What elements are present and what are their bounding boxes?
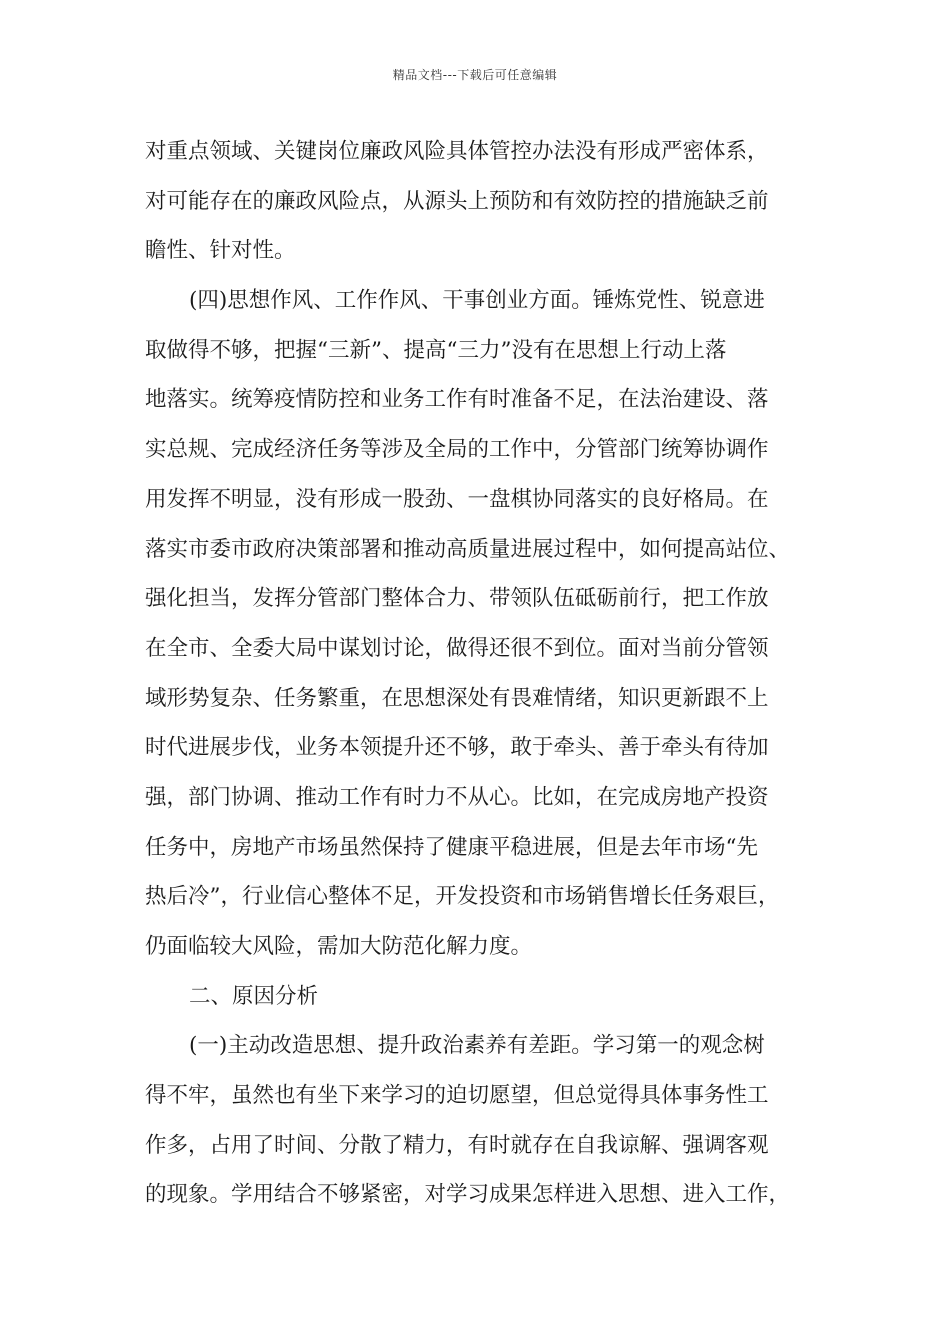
text-line: 仍面临较大风险，需加大防范化解力度。 (145, 934, 533, 959)
text-line: (一)主动改造思想、提升政治素养有差距。学习第一的观念树 (189, 1033, 765, 1059)
text-line: 地落实。统筹疫情防控和业务工作有时准备不足，在法治建设、落 (145, 387, 769, 413)
text-line: 实总规、完成经济任务等涉及全局的工作中，分管部门统筹协调作 (145, 437, 769, 463)
text-line: (四)思想作风、工作作风、干事创业方面。锤炼党性、锐意进 (189, 288, 765, 314)
text-line: 在全市、全委大局中谋划讨论，做得还很不到位。面对当前分管领 (145, 635, 769, 661)
text-line: 时代进展步伐，业务本领提升还不够，敢于牵头、善于牵头有待加 (145, 735, 769, 761)
text-line: 热后冷”，行业信心整体不足，开发投资和市场销售增长任务艰巨， (145, 884, 780, 910)
text-line: 对重点领域、关键岗位廉政风险具体管控办法没有形成严密体系， (145, 139, 769, 164)
text-line: 取做得不够，把握“三新”、提高“三力”没有在思想上行动上落 (145, 337, 727, 363)
text-line: 用发挥不明显，没有形成一股劲、一盘棋协同落实的良好格局。在 (145, 486, 769, 512)
text-line: 强，部门协调、推动工作有时力不从心。比如，在完成房地产投资 (145, 784, 769, 810)
page-header: 精品文档---下载后可任意编辑 (392, 68, 558, 82)
text-line: 瞻性、针对性。 (145, 238, 296, 264)
text-line: 任务中，房地产市场虽然保持了健康平稳进展，但是去年市场“先 (145, 834, 758, 860)
text-line: 的现象。学用结合不够紧密，对学习成果怎样进入思想、进入工作， (145, 1182, 791, 1208)
document-body (145, 127, 825, 1220)
text-line: 作多，占用了时间、分散了精力，有时就存在自我谅解、强调客观 (145, 1132, 769, 1158)
text-line: 对可能存在的廉政风险点，从源头上预防和有效防控的措施缺乏前 (145, 188, 769, 214)
text-line: 强化担当，发挥分管部门整体合力、带领队伍砥砺前行，把工作放 (145, 586, 769, 612)
text-line: 域形势复杂、任务繁重，在思想深处有畏难情绪，知识更新跟不上 (145, 685, 769, 711)
text-line: 落实市委市政府决策部署和推动高质量进展过程中，如何提高站位、 (145, 536, 791, 562)
text-line: 二、原因分析 (189, 983, 319, 1009)
text-line: 得不牢，虽然也有坐下来学习的迫切愿望，但总觉得具体事务性工 (145, 1083, 769, 1109)
